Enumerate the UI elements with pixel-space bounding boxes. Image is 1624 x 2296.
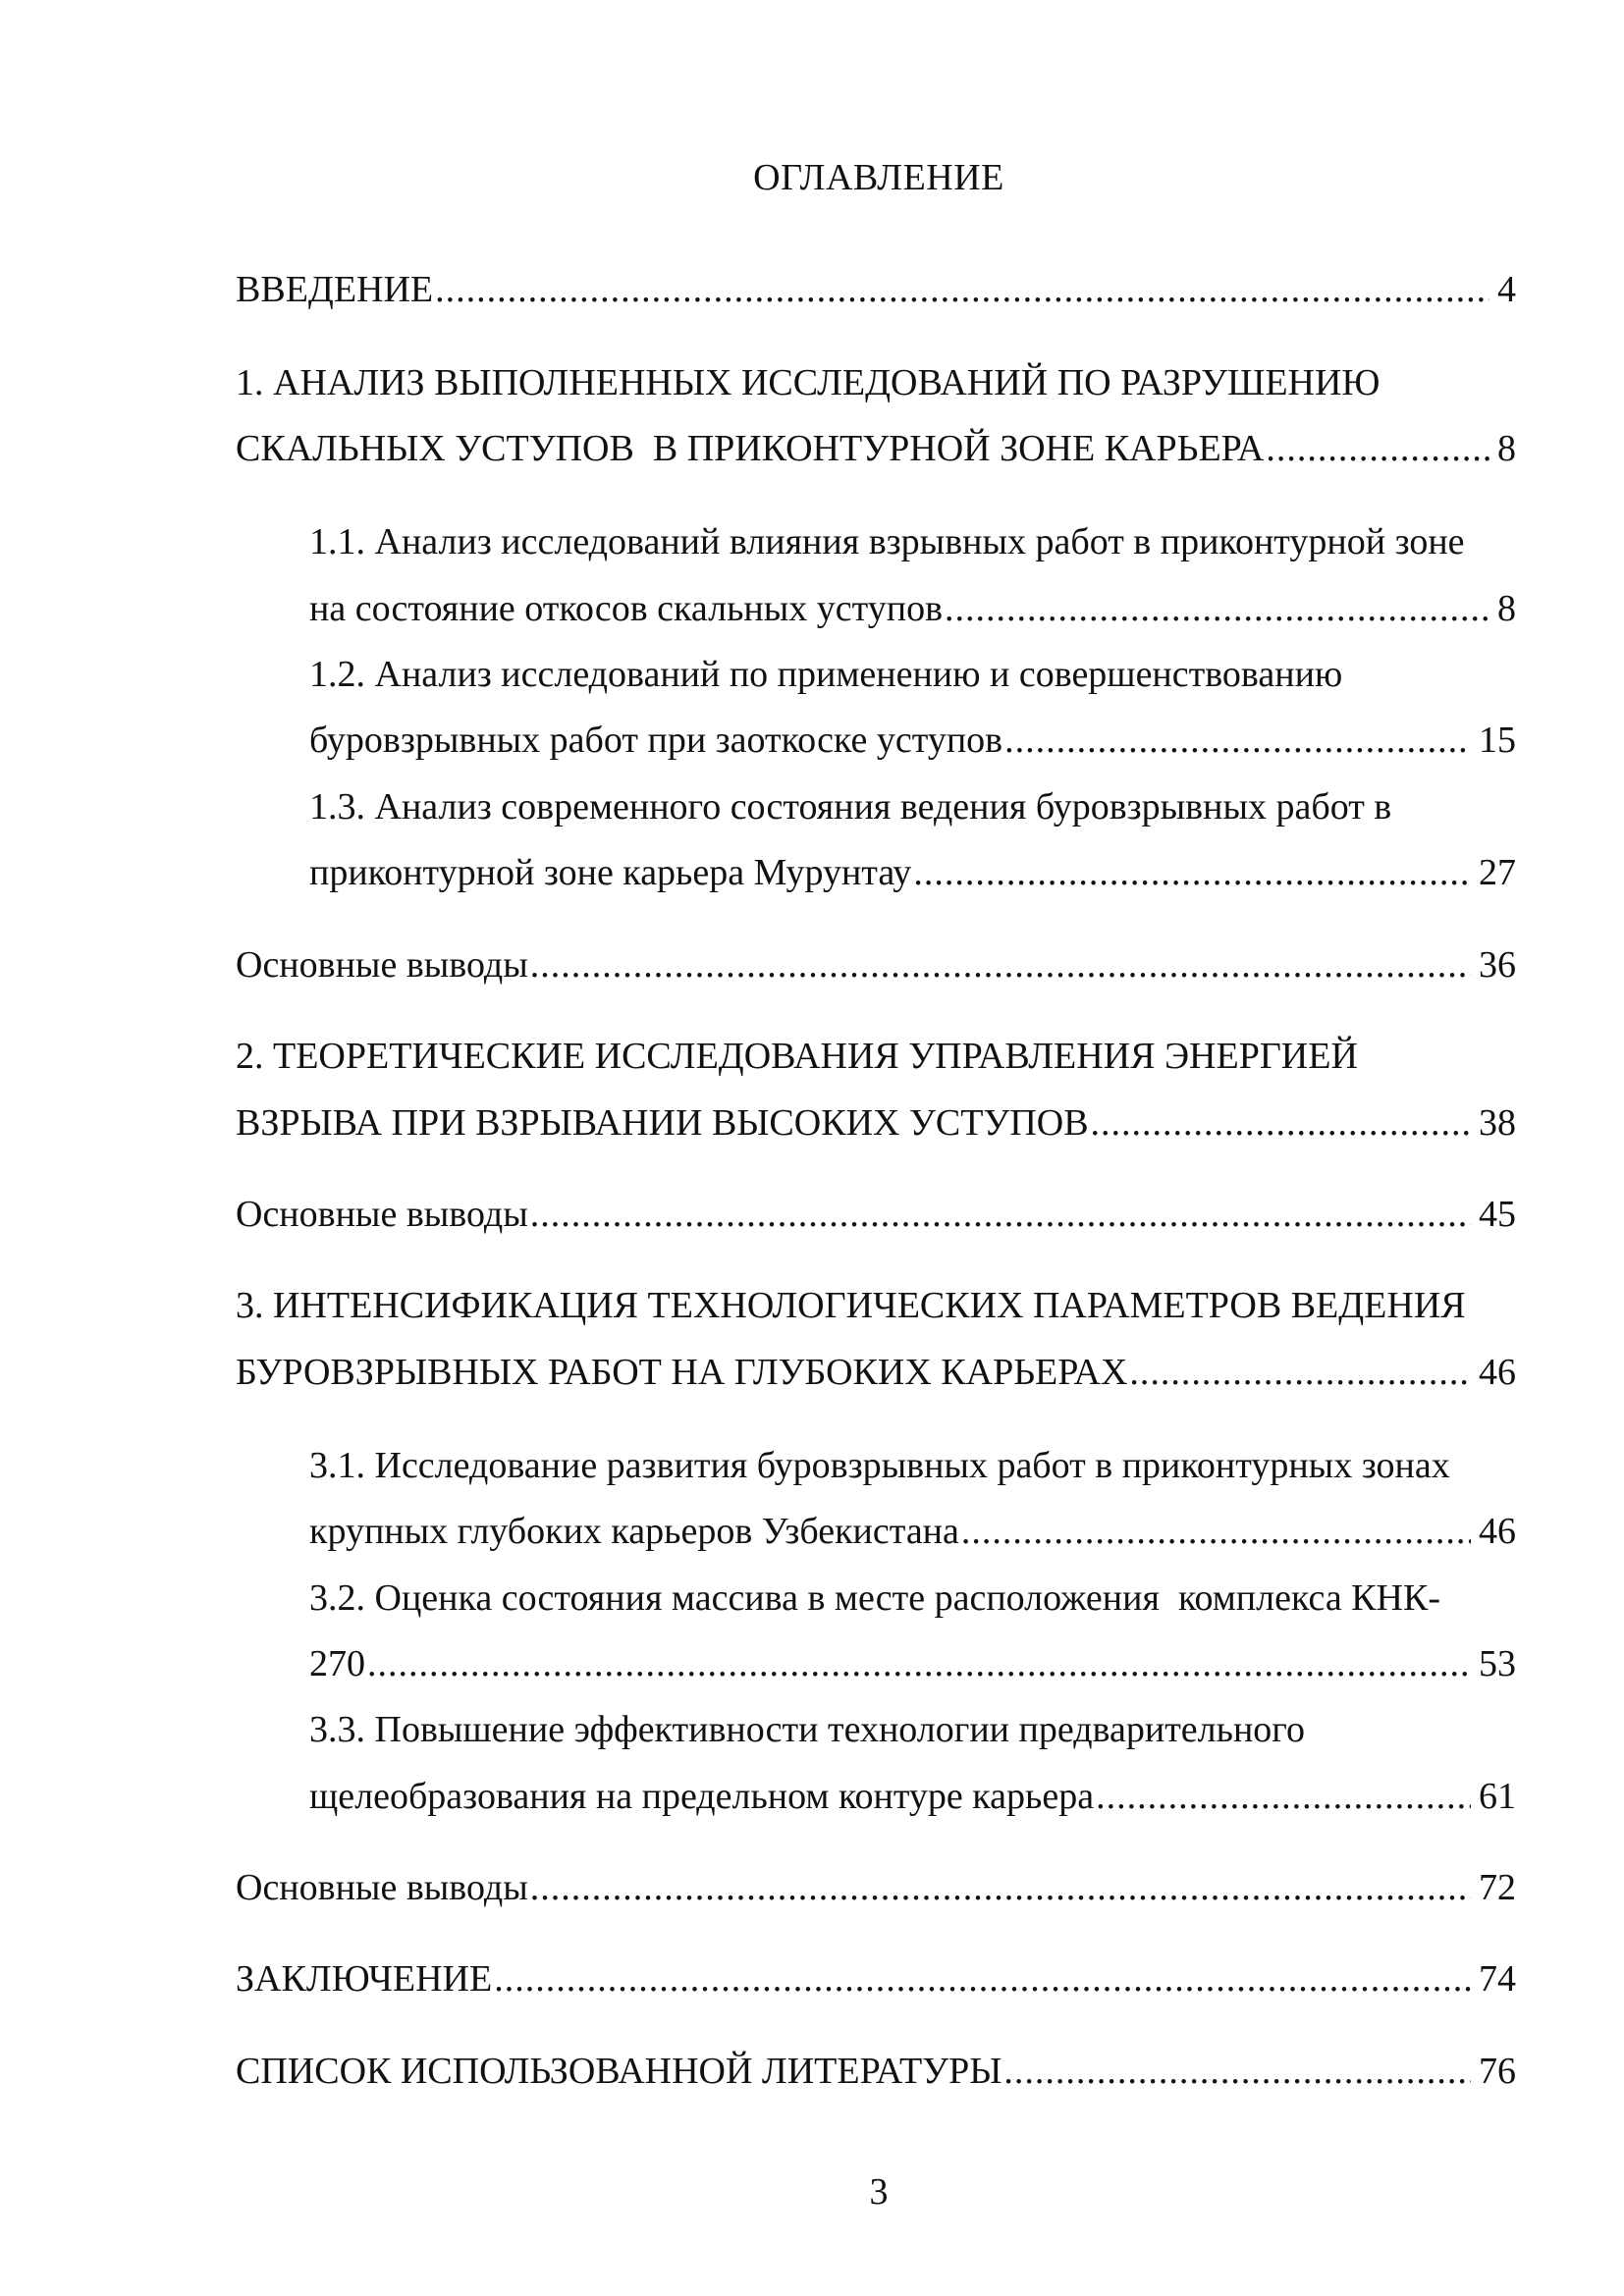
toc-page-number: 72 bbox=[1479, 1867, 1516, 1908]
toc-page-number: 74 bbox=[1479, 1958, 1516, 2000]
toc-entry-title: 270 bbox=[309, 1643, 365, 1684]
toc-entry-section-3-2[interactable] bbox=[309, 1575, 1440, 1621]
dot-leader bbox=[1129, 1350, 1471, 1395]
toc-entry-title: крупных глубоких карьеров Узбекистана bbox=[309, 1511, 959, 1552]
toc-entry-conclusions-3[interactable] bbox=[236, 1865, 1516, 1910]
toc-page-number: 46 bbox=[1479, 1352, 1516, 1393]
dot-leader bbox=[945, 586, 1489, 631]
toc-entry-section-1-2[interactable] bbox=[309, 652, 1342, 697]
toc-page-number: 36 bbox=[1479, 944, 1516, 986]
toc-page-number: 15 bbox=[1479, 720, 1516, 761]
toc-entry-chapter-3[interactable] bbox=[236, 1283, 1466, 1328]
toc-entry-title: на состояние откосов скальных уступов bbox=[309, 588, 944, 629]
toc-entry-title: 1.2. Анализ исследований по применению и совершенствованию bbox=[309, 654, 1343, 695]
dot-leader bbox=[1096, 1774, 1471, 1819]
toc-page-number: 61 bbox=[1479, 1776, 1516, 1817]
toc-entry-introduction[interactable] bbox=[236, 267, 1516, 312]
toc-page-number: 53 bbox=[1479, 1643, 1516, 1684]
toc-entry-chapter-1[interactable] bbox=[236, 360, 1380, 405]
dot-leader bbox=[494, 1956, 1471, 2002]
dot-leader bbox=[367, 1641, 1471, 1686]
toc-page-number: 8 bbox=[1497, 588, 1516, 629]
dot-leader bbox=[435, 267, 1489, 312]
toc-entry-section-3-3-cont[interactable] bbox=[309, 1774, 1516, 1819]
dot-leader bbox=[913, 850, 1471, 895]
toc-entry-chapter-2[interactable] bbox=[236, 1034, 1358, 1079]
toc-entry-section-1-3-cont[interactable] bbox=[309, 850, 1516, 895]
toc-entry-conclusions-1[interactable] bbox=[236, 942, 1516, 988]
dot-leader bbox=[530, 1865, 1471, 1910]
toc-entry-title: 3.1. Исследование развития буровзрывных работ в приконтурных зонах bbox=[309, 1445, 1450, 1486]
page-number: 3 bbox=[869, 2171, 889, 2213]
toc-entry-title: буровзрывных работ при заоткоске уступов bbox=[309, 720, 1003, 761]
toc-entry-section-3-3[interactable] bbox=[309, 1707, 1305, 1752]
toc-entry-conclusion[interactable] bbox=[236, 1956, 1516, 2002]
toc-page-number: 4 bbox=[1497, 269, 1516, 310]
toc-page-number: 27 bbox=[1479, 852, 1516, 893]
toc-page-number: 76 bbox=[1479, 2051, 1516, 2092]
toc-entry-section-3-1[interactable] bbox=[309, 1443, 1450, 1488]
page-title: ОГЛАВЛЕНИЕ bbox=[753, 157, 1004, 198]
toc-entry-section-1-2-cont[interactable] bbox=[309, 718, 1516, 763]
toc-entry-references[interactable] bbox=[236, 2049, 1516, 2094]
toc-entry-title: 1.3. Анализ современного состояния ведения буровзрывных работ в bbox=[309, 786, 1392, 828]
toc-entry-title: ВВЕДЕНИЕ bbox=[236, 269, 434, 310]
dot-leader bbox=[530, 942, 1471, 988]
toc-entry-title: 3.3. Повышение эффективности технологии предварительного bbox=[309, 1709, 1305, 1750]
toc-entry-title: щелеобразования на предельном контуре карьера bbox=[309, 1776, 1095, 1817]
dot-leader bbox=[1091, 1100, 1471, 1146]
toc-entry-title: ВЗРЫВА ПРИ ВЗРЫВАНИИ ВЫСОКИХ УСТУПОВ bbox=[236, 1102, 1089, 1144]
toc-entry-title: 2. ТЕОРЕТИЧЕСКИЕ ИССЛЕДОВАНИЯ УПРАВЛЕНИЯ ЭНЕРГИЕЙ bbox=[236, 1036, 1358, 1077]
toc-entry-title: СКАЛЬНЫХ УСТУПОВ В ПРИКОНТУРНОЙ ЗОНЕ КАРЬЕРА bbox=[236, 428, 1265, 469]
toc-entry-title: БУРОВЗРЫВНЫХ РАБОТ НА ГЛУБОКИХ КАРЬЕРАХ bbox=[236, 1352, 1128, 1393]
dot-leader bbox=[1266, 426, 1489, 471]
toc-entry-section-3-2-cont[interactable] bbox=[309, 1641, 1516, 1686]
toc-page-number: 8 bbox=[1497, 428, 1516, 469]
toc-entry-title: 1. АНАЛИЗ ВЫПОЛНЕННЫХ ИССЛЕДОВАНИЙ ПО РАЗРУШЕНИЮ bbox=[236, 362, 1380, 403]
toc-entry-title: СПИСОК ИСПОЛЬЗОВАННОЙ ЛИТЕРАТУРЫ bbox=[236, 2051, 1002, 2092]
toc-page-number: 45 bbox=[1479, 1194, 1516, 1235]
toc-entry-title: Основные выводы bbox=[236, 1867, 528, 1908]
dot-leader bbox=[1003, 2049, 1471, 2094]
toc-entry-conclusions-2[interactable] bbox=[236, 1192, 1516, 1237]
toc-entry-section-1-3[interactable] bbox=[309, 784, 1391, 829]
toc-entry-title: 3.2. Оценка состояния массива в месте расположения комплекса КНК- bbox=[309, 1577, 1440, 1619]
toc-entry-chapter-1-cont[interactable] bbox=[236, 426, 1516, 471]
toc-entry-title: Основные выводы bbox=[236, 1194, 528, 1235]
toc-entry-title: 3. ИНТЕНСИФИКАЦИЯ ТЕХНОЛОГИЧЕСКИХ ПАРАМЕТРОВ ВЕДЕНИЯ bbox=[236, 1285, 1466, 1326]
toc-page-number: 46 bbox=[1479, 1511, 1516, 1552]
toc-entry-title: приконтурной зоне карьера Мурунтау bbox=[309, 852, 912, 893]
dot-leader bbox=[530, 1192, 1471, 1237]
toc-entry-section-1-1-cont[interactable] bbox=[309, 586, 1516, 631]
toc-entry-title: ЗАКЛЮЧЕНИЕ bbox=[236, 1958, 493, 2000]
toc-entry-title: Основные выводы bbox=[236, 944, 528, 986]
toc-entry-title: 1.1. Анализ исследований влияния взрывных работ в приконтурной зоне bbox=[309, 521, 1465, 562]
toc-entry-chapter-3-cont[interactable] bbox=[236, 1350, 1516, 1395]
toc-page-number: 38 bbox=[1479, 1102, 1516, 1144]
toc-entry-chapter-2-cont[interactable] bbox=[236, 1100, 1516, 1146]
toc-entry-section-3-1-cont[interactable] bbox=[309, 1509, 1516, 1554]
dot-leader bbox=[1004, 718, 1471, 763]
dot-leader bbox=[961, 1509, 1471, 1554]
toc-entry-section-1-1[interactable] bbox=[309, 519, 1465, 564]
